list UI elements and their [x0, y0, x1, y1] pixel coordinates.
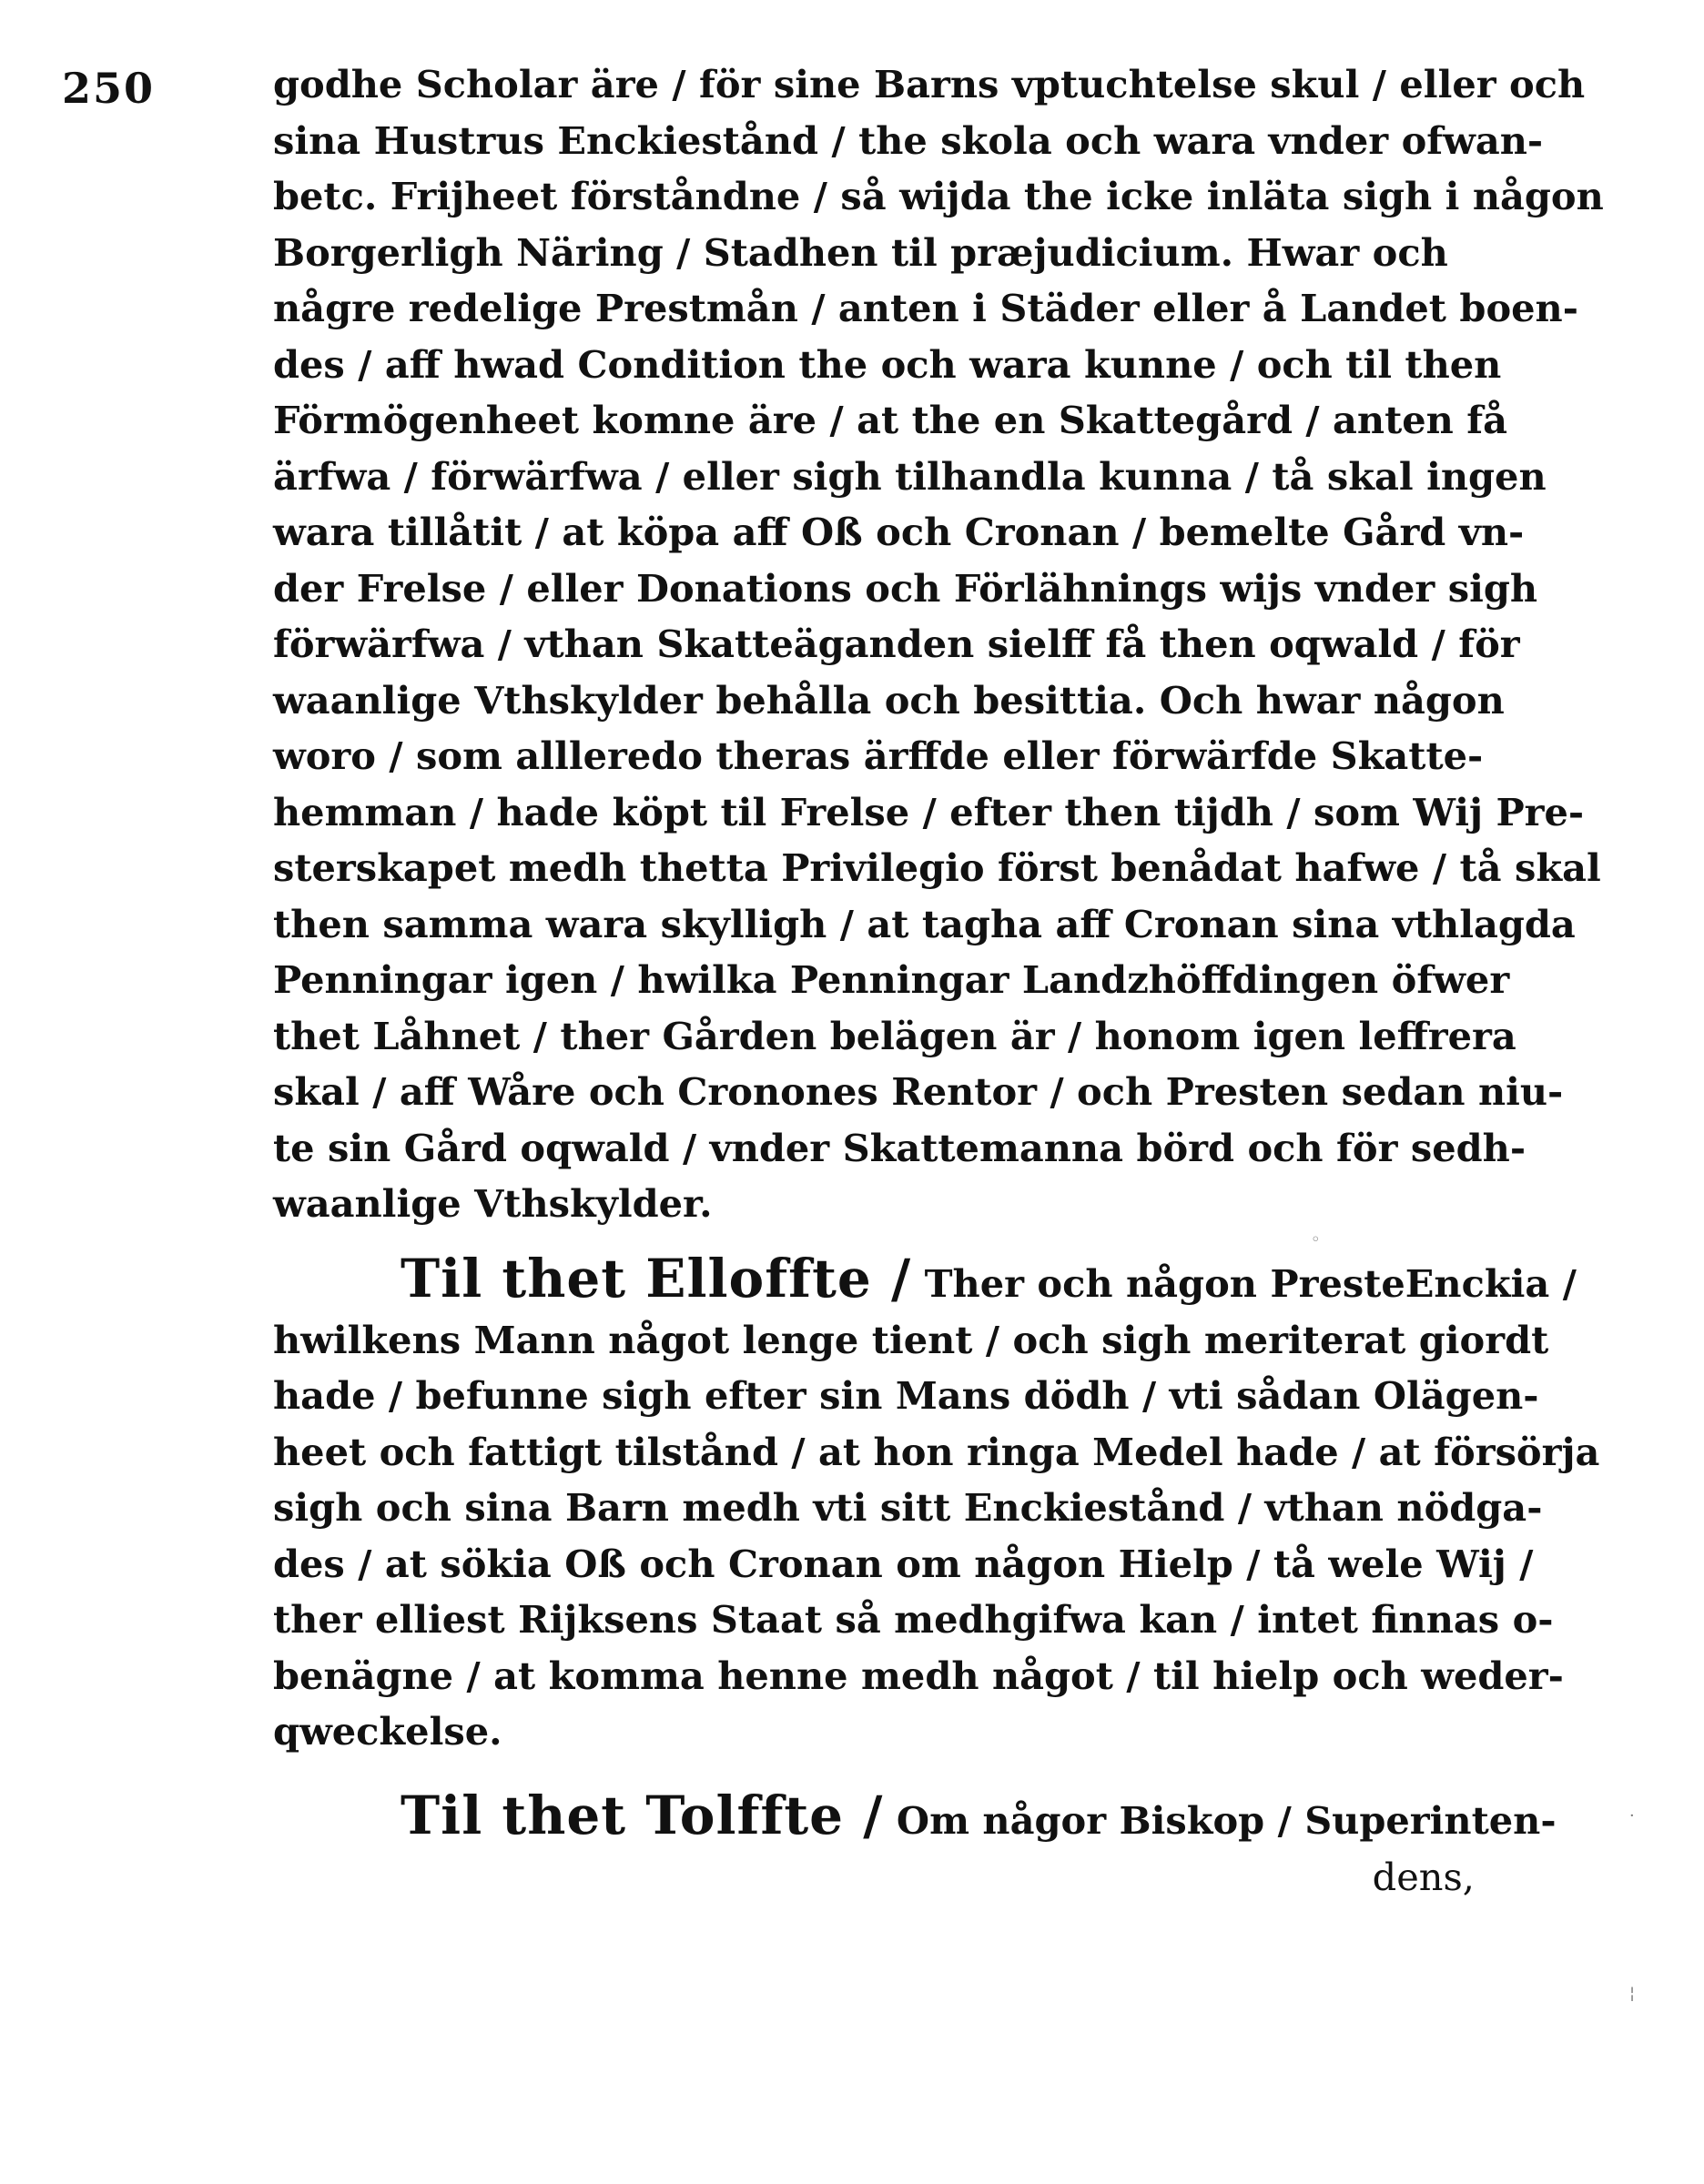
text-line: thet Låhnet / ther Gården belägen är / honom igen leffrera: [273, 1013, 1516, 1058]
text-line: wara tillåtit / at köpa aff Oß och Cronan / bemelte Gård vn-: [273, 510, 1525, 554]
text-line: skal / aff Wåre och Cronones Rentor / och Presten sedan niu-: [273, 1069, 1564, 1114]
section-heading: Til thet Tolffte /: [401, 1785, 884, 1846]
text-line: förwärfwa / vthan Skatteäganden sielff få then oqwald / för: [273, 622, 1520, 666]
catchword: dens,: [1372, 1854, 1475, 1899]
text-fragment: Om någor Biskop / Superinten-: [896, 1798, 1557, 1843]
text-line: hade / befunne sigh efter sin Mans dödh / vti sådan Olägen-: [273, 1373, 1539, 1418]
ink-speck: ·: [1629, 1806, 1635, 1825]
text-line: waanlige Vthskylder.: [273, 1181, 713, 1226]
text-line: benägne / at komma henne medh något / til hielp och weder-: [273, 1653, 1564, 1698]
paragraph-1: [273, 56, 1604, 1232]
text-line: Borgerligh Näring / Stadhen til præjudicium. Hwar och: [273, 229, 1448, 275]
text-line: Förmögenheet komne äre / at the en Skattegård / anten få: [273, 398, 1508, 442]
text-line: godhe Scholar äre / för sine Barns vptuchtelse skul / eller och: [273, 62, 1586, 106]
text-line: sina Hustrus Enckiestånd / the skola och wara vnder ofwan-: [273, 117, 1544, 163]
ink-speck: ◦: [1311, 1230, 1321, 1249]
text-line: hwilkens Mann något lenge tient / och sigh meriterat giordt: [273, 1317, 1549, 1362]
section-heading: Til thet Elloffte /: [401, 1248, 912, 1309]
text-line: sterskapet medh thetta Privilegio först benådat hafwe / tå skal: [273, 845, 1601, 890]
text-line: hemman / hade köpt til Frelse / efter then tijdh / som Wij Pre-: [273, 789, 1585, 834]
text-line: des / at sökia Oß och Cronan om någon Hielp / tå wele Wij /: [273, 1541, 1534, 1586]
text-line: betc. Frijheet förståndne / så wijda the icke inläta sigh i någon: [273, 174, 1604, 218]
text-line: woro / som allleredo theras ärffde eller förwärfde Skatte-: [273, 733, 1484, 778]
text-line: qweckelse.: [273, 1709, 502, 1754]
paragraph-3: [273, 1785, 1557, 1905]
paragraph-opening: [273, 1785, 1557, 1849]
text-line: then samma wara skylligh / at tagha aff Cronan sina vthlagda: [273, 901, 1576, 946]
text-fragment: Ther och någon PresteEnckia /: [924, 1261, 1577, 1306]
text-line: ther elliest Rijksens Staat så medhgifwa kan / intet finnas o-: [273, 1597, 1554, 1642]
text-line: waanlige Vthskylder behålla och besittia. Och hwar någon: [273, 677, 1505, 723]
text-line: ärfwa / förwärfwa / eller sigh tilhandla kunna / tå skal ingen: [273, 453, 1547, 499]
text-line: te sin Gård oqwald / vnder Skattemanna börd och för sedh-: [273, 1125, 1526, 1170]
paragraph-opening: [273, 1248, 1577, 1312]
paragraph-2: [273, 1248, 1600, 1760]
text-line: Penningar igen / hwilka Penningar Landzhöffdingen öfwer: [273, 957, 1510, 1002]
text-line: sigh och sina Barn medh vti sitt Enckiestånd / vthan nödga-: [273, 1485, 1543, 1530]
page-number: 250: [62, 64, 156, 113]
text-line: der Frelse / eller Donations och Förlähnings wijs vnder sigh: [273, 565, 1538, 611]
text-line: någre redelige Prestmån / anten i Städer eller å Landet boen-: [273, 286, 1578, 330]
text-line: heet och fattigt tilstånd / at hon ringa Medel hade / at försörja: [273, 1429, 1600, 1474]
text-line: des / aff hwad Condition the och wara kunne / och til then: [273, 341, 1502, 387]
ink-speck: ¦: [1629, 1984, 1636, 2003]
